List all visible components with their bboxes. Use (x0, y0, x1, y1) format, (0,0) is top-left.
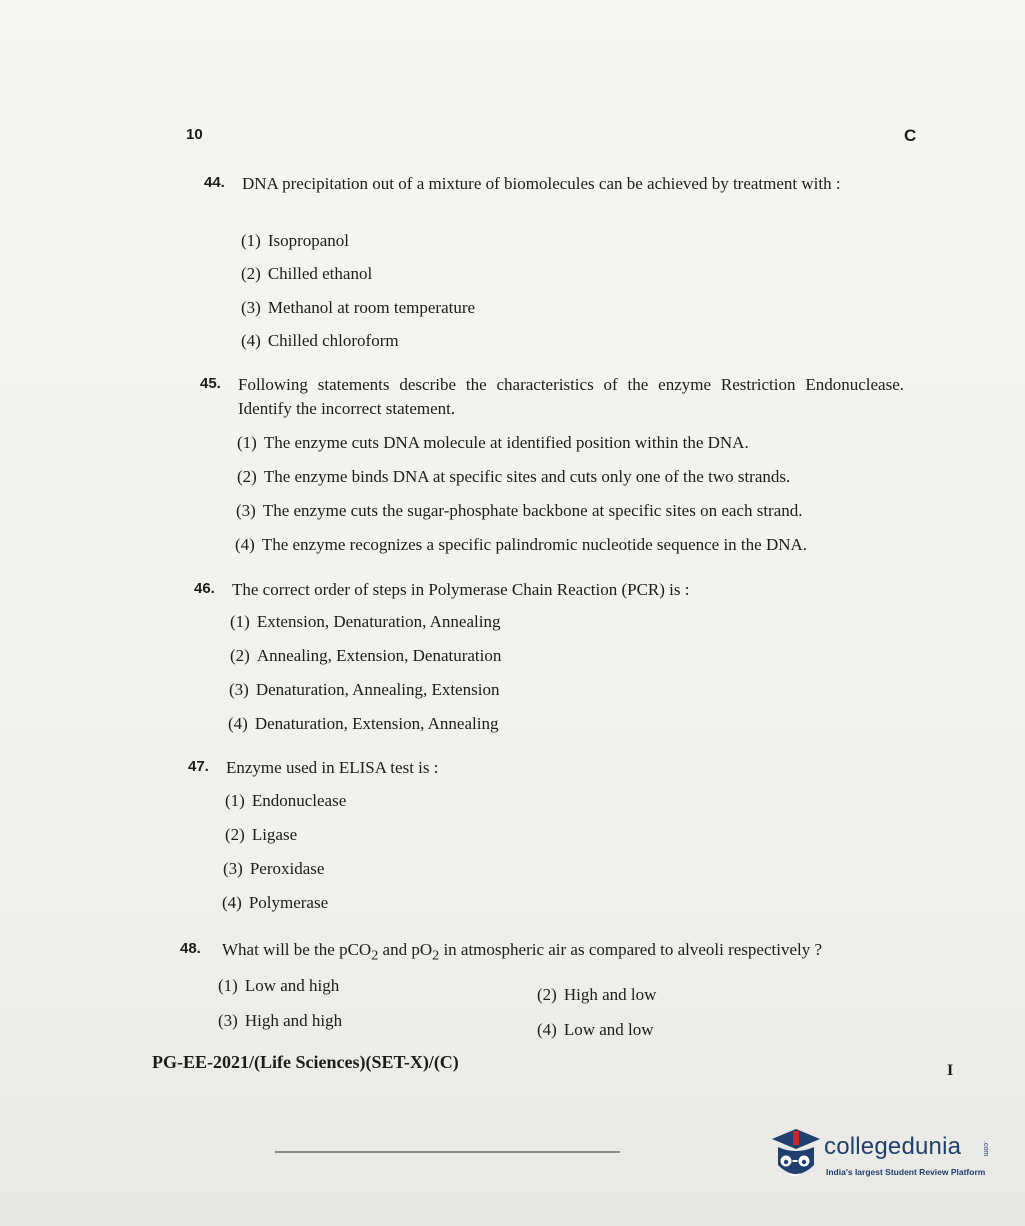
question-text: Following statements describe the characteristics of the enzyme Restriction Endonuclease. Identify the incorrect statement. (238, 375, 904, 418)
option-4: (4) The enzyme recognizes a specific palindromic nucleotide sequence in the DNA. (235, 535, 808, 554)
option-3: (3) Denaturation, Annealing, Extension (229, 680, 500, 699)
question-number: 44. (204, 174, 225, 191)
option-1: (1) Extension, Denaturation, Annealing (230, 612, 501, 631)
question-44 (204, 174, 908, 354)
scan-line (275, 1151, 620, 1153)
option-1: (1) Isopropanol (241, 231, 350, 250)
option-2: (2) Chilled ethanol (241, 264, 373, 283)
collegedunia-logo (766, 1125, 992, 1187)
option-2: (2) Annealing, Extension, Denaturation (230, 646, 502, 665)
option-3: (3) The enzyme cuts the sugar-phosphate backbone at specific sites on each strand. (236, 501, 803, 520)
graduate-mascot-logo-icon (766, 1125, 824, 1187)
question-number: 45. (200, 375, 221, 392)
question-number: 47. (188, 758, 209, 775)
brand-domain: .com (982, 1141, 989, 1157)
question-text: What will be the pCO$_2$ and $pO_2$ in atmospheric air as compared to alveoli respectively ? (222, 940, 823, 964)
option-2: (2) High and low (537, 985, 657, 1004)
option-2: (2) The enzyme binds DNA at specific sites and cuts only one of the two strands. (237, 467, 791, 486)
question-48 (180, 940, 910, 1040)
option-1: (1) Endonuclease (225, 791, 347, 810)
option-3: (3) High and high (218, 1011, 343, 1030)
option-3: (3) Peroxidase (223, 859, 325, 878)
page-mark: I (947, 1062, 954, 1079)
question-number: 46. (194, 580, 215, 597)
option-1: (1) Low and high (218, 976, 340, 995)
option-2: (2) Ligase (225, 825, 298, 844)
option-1: (1) The enzyme cuts DNA molecule at identified position within the DNA. (237, 433, 749, 452)
option-4: (4) Polymerase (222, 893, 329, 912)
paper-code: PG-EE-2021/(Life Sciences)(SET-X)/(C) (152, 1052, 459, 1072)
brand-name: collegedunia (824, 1133, 962, 1160)
question-number: 48. (180, 940, 201, 957)
option-4: (4) Chilled chloroform (241, 331, 399, 350)
question-47 (188, 758, 588, 918)
option-4: (4) Low and low (537, 1020, 654, 1039)
brand-tagline: India's largest Student Review Platform (826, 1167, 986, 1177)
option-4: (4) Denaturation, Extension, Annealing (228, 714, 499, 733)
page-number: 10 (186, 126, 203, 143)
question-46 (194, 580, 814, 740)
option-3: (3) Methanol at room temperature (241, 298, 476, 317)
question-45 (200, 375, 906, 565)
question-text: Enzyme used in ELISA test is : (226, 758, 439, 777)
set-code: C (904, 126, 917, 145)
question-text: DNA precipitation out of a mixture of biomolecules can be achieved by treatment with : (242, 174, 841, 193)
question-text: The correct order of steps in Polymerase Chain Reaction (PCR) is : (232, 580, 690, 599)
